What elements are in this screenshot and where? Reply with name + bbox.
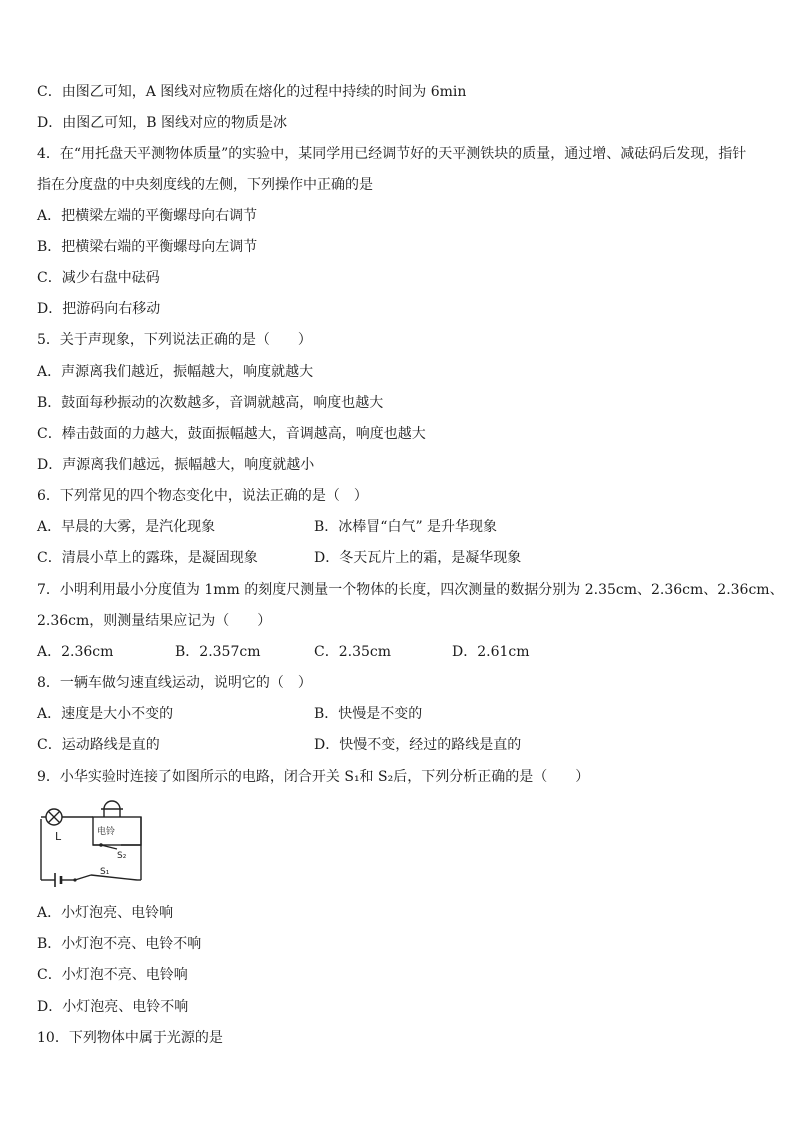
- q6-stem: 6．下列常见的四个物态变化中，说法正确的是（ ）: [37, 488, 368, 504]
- q9-option-c: C．小灯泡不亮、电铃响: [37, 967, 188, 983]
- q7-option-c: C．2.35cm: [314, 644, 391, 660]
- q7-stem-line1: 7．小明利用最小分度值为 1mm 的刻度尺测量一个物体的长度，四次测量的数据分别为 2.35cm、2.36cm、2.36cm、: [37, 582, 784, 598]
- q9-option-d: D．小灯泡亮、电铃不响: [37, 999, 189, 1015]
- q7-option-a: A．2.36cm: [37, 644, 114, 660]
- q8-stem: 8．一辆车做匀速直线运动，说明它的（ ）: [37, 675, 312, 691]
- switch-s1-label: S₁: [100, 867, 110, 877]
- q6-option-b: B．冰棒冒“白气” 是升华现象: [314, 519, 498, 535]
- switch-s2-label: S₂: [117, 851, 127, 861]
- q5-option-c: C．棒击鼓面的力越大，鼓面振幅越大，音调越高，响度也越大: [37, 426, 426, 442]
- q4-option-a: A．把横梁左端的平衡螺母向右调节: [37, 208, 258, 224]
- bell-label: 电铃: [97, 827, 116, 837]
- q8-option-a: A．速度是大小不变的: [37, 706, 174, 722]
- q7-option-b: B．2.357cm: [175, 644, 261, 660]
- lamp-label: L: [55, 830, 62, 843]
- q3-option-c: C．由图乙可知，A 图线对应物质在熔化的过程中持续的时间为 6min: [37, 84, 467, 100]
- q9-circuit-diagram: [37, 796, 149, 892]
- q4-option-d: D．把游码向右移动: [37, 301, 161, 317]
- q4-stem-line2: 指在分度盘的中央刻度线的左侧，下列操作中正确的是: [37, 177, 373, 193]
- q4-stem-line1: 4．在“用托盘天平测物体质量”的实验中，某同学用已经调节好的天平测铁块的质量，通过增、减砝码后发现，指针: [37, 146, 747, 162]
- q8-option-b: B．快慢是不变的: [314, 706, 423, 722]
- switch-s1-blade: [91, 875, 137, 880]
- q8-option-c: C．运动路线是直的: [37, 737, 160, 753]
- q7-stem-line2: 2.36cm，则测量结果应记为（ ）: [37, 613, 272, 629]
- q5-stem: 5．关于声现象，下列说法正确的是（ ）: [37, 332, 312, 348]
- q7-option-d: D．2.61cm: [452, 644, 530, 660]
- q4-option-c: C．减少右盘中砝码: [37, 270, 160, 286]
- q5-option-b: B．鼓面每秒振动的次数越多，音调就越高，响度也越大: [37, 395, 384, 411]
- lamp-icon: [46, 809, 62, 825]
- q6-option-c: C．清晨小草上的露珠，是凝固现象: [37, 550, 258, 566]
- q9-option-a: A．小灯泡亮、电铃响: [37, 905, 174, 921]
- q3-option-d: D．由图乙可知，B 图线对应的物质是冰: [37, 115, 287, 131]
- switch-s2-pivot: [99, 843, 103, 847]
- q9-option-b: B．小灯泡不亮、电铃不响: [37, 936, 202, 952]
- q5-option-a: A．声源离我们越近，振幅越大，响度就越大: [37, 364, 314, 380]
- q6-option-d: D．冬天瓦片上的霜，是凝华现象: [314, 550, 522, 566]
- q6-option-a: A．早晨的大雾，是汽化现象: [37, 519, 216, 535]
- q10-stem: 10．下列物体中属于光源的是: [37, 1030, 223, 1046]
- q8-option-d: D．快慢不变，经过的路线是直的: [314, 737, 522, 753]
- q9-stem: 9．小华实验时连接了如图所示的电路，闭合开关 S₁和 S₂后，下列分析正确的是（ ）: [37, 769, 590, 785]
- q5-option-d: D．声源离我们越远，振幅越大，响度就越小: [37, 457, 315, 473]
- q4-option-b: B．把横梁右端的平衡螺母向左调节: [37, 239, 258, 255]
- battery-icon: [55, 873, 61, 887]
